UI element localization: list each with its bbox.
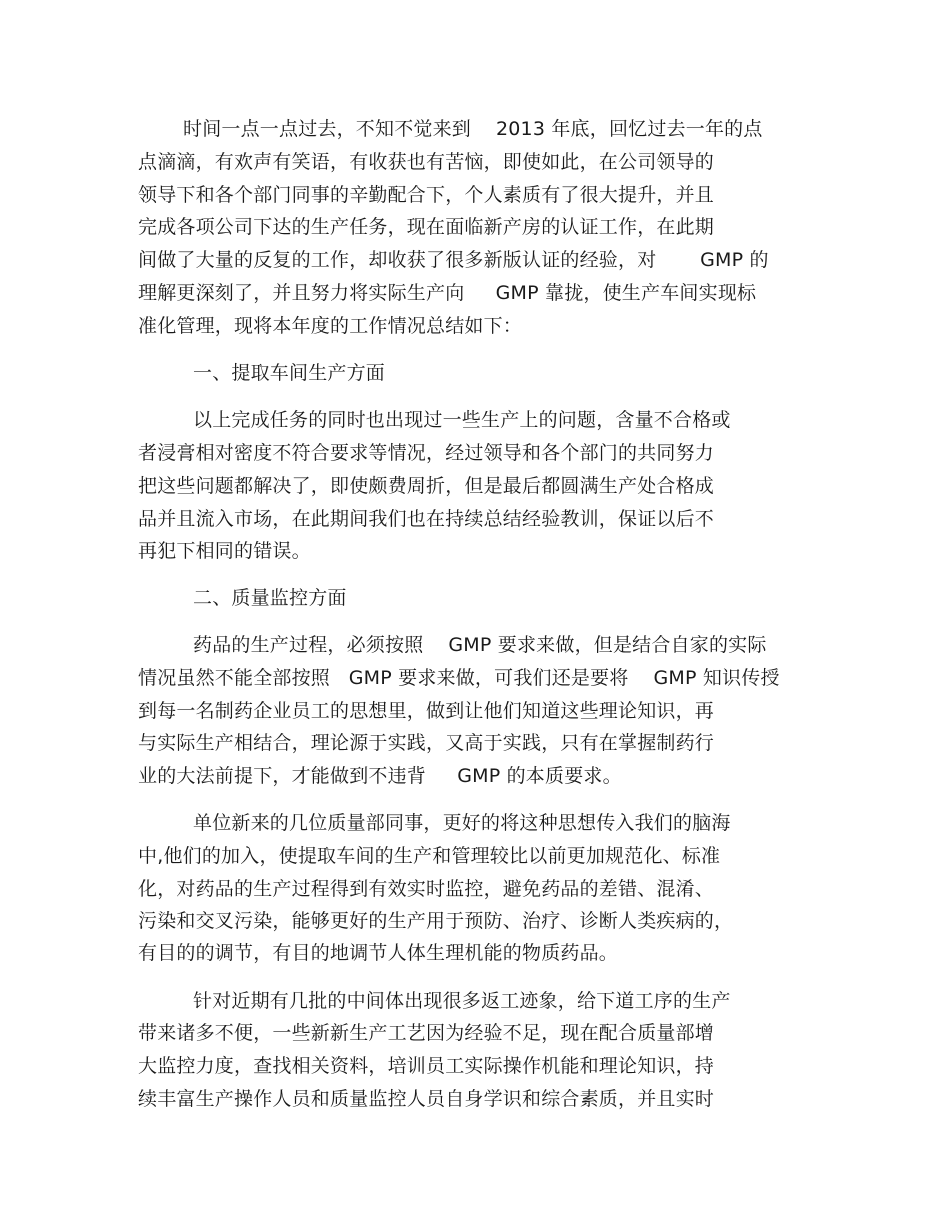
paragraph-4-line-2: 中,他们的加入，使提取车间的生产和管理较比以前更加规范化、标准 <box>138 845 721 867</box>
paragraph-4-line-4: 污染和交叉污染，能够更好的生产用于预防、治疗、诊断人类疾病的， <box>138 910 734 932</box>
paragraph-2-line-2: 者浸膏相对密度不符合要求等情况，经过领导和各个部门的共同努力 <box>138 442 715 464</box>
paragraph-4-line-5: 有目的的调节，有目的地调节人体生理机能的物质药品。 <box>138 942 619 964</box>
paragraph-2-line-5: 再犯下相同的错误。 <box>138 540 311 562</box>
paragraph-5-line-2: 带来诸多不便，一些新新生产工艺因为经验不足，现在配合质量部增 <box>138 1022 715 1044</box>
paragraph-1-line-4: 完成各项公司下达的生产任务，现在面临新产房的认证工作，在此期 <box>138 216 715 238</box>
paragraph-2-line-4: 品并且流入市场，在此期间我们也在持续总结经验教训，保证以后不 <box>138 508 715 530</box>
paragraph-4-line-1: 单位新来的几位质量部同事，更好的将这种思想传入我们的脑海 <box>193 812 731 834</box>
paragraph-3-line-2: 情况虽然不能全部按照 GMP 要求来做，可我们还是要将 GMP 知识传授 <box>138 667 780 689</box>
paragraph-1-line-6: 理解更深刻了，并且努力将实际生产向 GMP 靠拢，使生产车间实现标 <box>138 282 757 304</box>
paragraph-3-line-5: 业的大法前提下，才能做到不违背 GMP 的本质要求。 <box>138 765 622 787</box>
paragraph-1-line-7: 准化管理，现将本年度的工作情况总结如下： <box>138 315 523 337</box>
paragraph-1-line-2: 点滴滴，有欢声有笑语，有收获也有苦恼，即使如此，在公司领导的 <box>138 151 715 173</box>
paragraph-3-line-4: 与实际生产相结合，理论源于实践，又高于实践，只有在掌握制药行 <box>138 732 715 754</box>
paragraph-4-line-3: 化，对药品的生产过程得到有效实时监控，避免药品的差错、混淆、 <box>138 878 715 900</box>
paragraph-2-line-1: 以上完成任务的同时也出现过一些生产上的问题，含量不合格或 <box>193 409 731 431</box>
paragraph-2-line-3: 把这些问题都解决了，即使颇费周折，但是最后都圆满生产处合格成 <box>138 475 715 497</box>
paragraph-5-line-4: 续丰富生产操作人员和质量监控人员自身学识和综合素质，并且实时 <box>138 1088 715 1110</box>
paragraph-5-line-3: 大监控力度，查找相关资料，培训员工实际操作机能和理论知识，持 <box>138 1055 715 1077</box>
paragraph-1-line-5: 间做了大量的反复的工作，却收获了很多新版认证的经验，对 GMP 的 <box>138 249 769 271</box>
section-heading-extraction: 一、提取车间生产方面 <box>193 362 386 384</box>
paragraph-3-line-1: 药品的生产过程，必须按照 GMP 要求来做，但是结合自家的实际 <box>193 634 767 656</box>
paragraph-1-line-1: 时间一点一点过去，不知不觉来到 2013 年底，回忆过去一年的点 <box>183 118 763 140</box>
section-heading-quality: 二、质量监控方面 <box>193 587 347 609</box>
paragraph-1-line-3: 领导下和各个部门同事的辛勤配合下，个人素质有了很大提升，并且 <box>138 184 715 206</box>
paragraph-3-line-3: 到每一名制药企业员工的思想里，做到让他们知道这些理论知识，再 <box>138 700 715 722</box>
paragraph-5-line-1: 针对近期有几批的中间体出现很多返工迹象，给下道工序的生产 <box>193 990 731 1012</box>
